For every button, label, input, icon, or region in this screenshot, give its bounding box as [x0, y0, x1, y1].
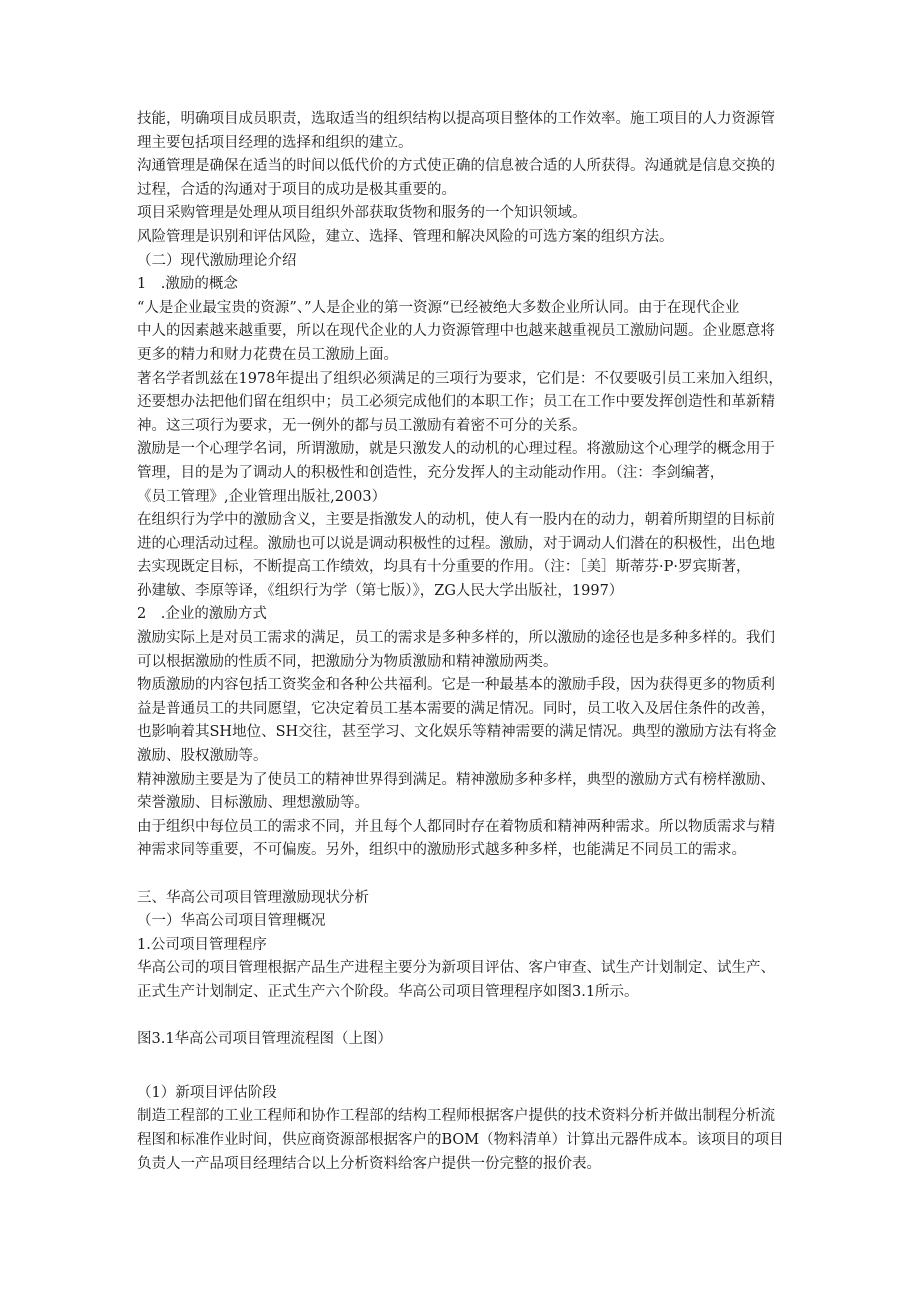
text-line: “人是企业最宝贵的资源”、”人是企业的第一资源“已经被绝大多数企业所认同。由于在现代企业: [137, 299, 740, 316]
text-line: 物质激励的内容包括工资奖金和各种公共福利。它是一种最基本的激励手段，因为获得更多的物质利: [137, 677, 775, 694]
text-line: 激励实际上是对员工需求的满足，员工的需求是多种多样的，所以激励的途径也是多种多样的。我们: [137, 630, 775, 647]
subsection-heading: （一）华高公司项目管理概况: [137, 913, 326, 930]
spacer: [137, 863, 787, 887]
text-line: 过程，合适的沟通对于项目的成功是极其重要的。: [137, 181, 456, 198]
text-line: 在组织行为学中的激励含义，主要是指激发人的动机，使人有一股内在的动力，朝着所期望的目标前: [137, 512, 775, 529]
text-line: 还要想办法把他们留在组织中；员工必须完成他们的本职工作；员工在工作中要发挥创造性和革新精: [137, 394, 775, 411]
text-line: 神需求同等重要，不可偏废。另外，组织中的激励形式越多种多样，也能满足不同员工的需求。: [137, 842, 746, 859]
text-line: 沟通管理是确保在适当的时间以低代价的方式使正确的信息被合适的人所获得。沟通就是信息交换的: [137, 158, 775, 175]
text-line: 负责人一产品项目经理结合以上分析资料给客户提供一份完整的报价表。: [137, 1155, 601, 1172]
text-line: 著名学者凯兹在1978年提出了组织必须满足的三项行为要求，它们是：不仅要吸引员工来加入组织，: [137, 370, 783, 387]
item-heading: 1.公司项目管理程序: [137, 936, 267, 953]
text-line: 益是普通员工的共同愿望，它决定着员工基本需要的满足情况。同时，员工收入及居住条件的改善，: [137, 700, 775, 717]
text-line: 华高公司的项目管理根据产品生产进程主要分为新项目评估、客户审查、试生产计划制定、试生产、: [137, 960, 775, 977]
text-line: 管理，目的是为了调动人的积极性和创造性，充分发挥人的主动能动作用。（注：李剑编著，: [137, 464, 725, 481]
item-heading: 2 .企业的激励方式: [137, 606, 267, 623]
section-3: [137, 887, 787, 1177]
text-line: 项目采购管理是处理从项目组织外部获取货物和服务的一个知识领域。: [137, 205, 587, 222]
text-line: 正式生产计划制定、正式生产六个阶段。华高公司项目管理程序如图3.1所示。: [137, 983, 639, 1000]
text-line: 孙建敏、李原等译，《组织行为学（第七版）》，ZG人民大学出版社，1997）: [137, 582, 624, 599]
text-line: 《员工管理》,企业管理出版社,2003）: [137, 488, 387, 505]
text-line: 激励、股权激励等。: [137, 748, 268, 765]
item-heading: 1 .激励的概念: [137, 276, 238, 293]
text-line: 进的心理活动过程。激励也可以说是调动积极性的过程。激励，对于调动人们潜在的积极性，出色地: [137, 535, 775, 552]
document-page: [137, 108, 787, 1176]
text-line: 制造工程部的工业工程师和协作工程部的结构工程师根据客户提供的技术资料分析并做出制程分析流: [137, 1108, 775, 1125]
text-line: 荣誉激励、目标激励、理想激励等。: [137, 795, 369, 812]
text-line: 程图和标准作业时间，供应商资源部根据客户的BOM（物料清单）计算出元器件成本。该项目的项目: [137, 1131, 784, 1148]
text-line: 激励是一个心理学名词，所谓激励，就是只激发人的动机的心理过程。将激励这个心理学的概念用于: [137, 441, 775, 458]
text-line: 去实现既定目标，不断提高工作绩效，均具有十分重要的作用。（注：［美］斯蒂芬·P·罗宾斯著，: [137, 559, 751, 576]
text-line: 理主要包括项目经理的选择和组织的建立。: [137, 134, 413, 151]
text-line: 神。这三项行为要求，无一例外的都与员工激励有着密不可分的关系。: [137, 417, 587, 434]
subsection-heading: （二）现代激励理论介绍: [137, 252, 297, 269]
text-line: 风险管理是识别和评估风险，建立、选择、管理和解决风险的可选方案的组织方法。: [137, 228, 674, 245]
spacer: [137, 1005, 787, 1029]
text-line: 由于组织中每位员工的需求不同，并且每个人都同时存在着物质和精神两种需求。所以物质需求与精: [137, 818, 775, 835]
section-heading: 三、华高公司项目管理激励现状分析: [137, 889, 369, 906]
spacer: [137, 1052, 787, 1082]
text-line: 精神激励主要是为了使员工的精神世界得到满足。精神激励多种多样，典型的激励方式有榜样激励、: [137, 771, 775, 788]
figure-caption: 图3.1华高公司项目管理流程图（上图）: [137, 1031, 393, 1048]
text-line: 更多的精力和财力花费在员工激励上面。: [137, 346, 398, 363]
text-line: 技能，明确项目成员职责，选取适当的组织结构以提高项目整体的工作效率。施工项目的人力资源管: [137, 111, 775, 127]
text-line: 中人的因素越来越重要，所以在现代企业的人力资源管理中也越来越重视员工激励问题。企业愿意将: [137, 323, 775, 340]
text-line: 也影响着其SH地位、SH交往，甚至学习、文化娱乐等精神需要的满足情况。典型的激励方法有将金: [137, 724, 777, 741]
body-lines: [137, 108, 787, 863]
text-line: 可以根据激励的性质不同，把激励分为物质激励和精神激励两类。: [137, 653, 558, 670]
stage-heading: （1）新项目评估阶段: [137, 1084, 277, 1101]
